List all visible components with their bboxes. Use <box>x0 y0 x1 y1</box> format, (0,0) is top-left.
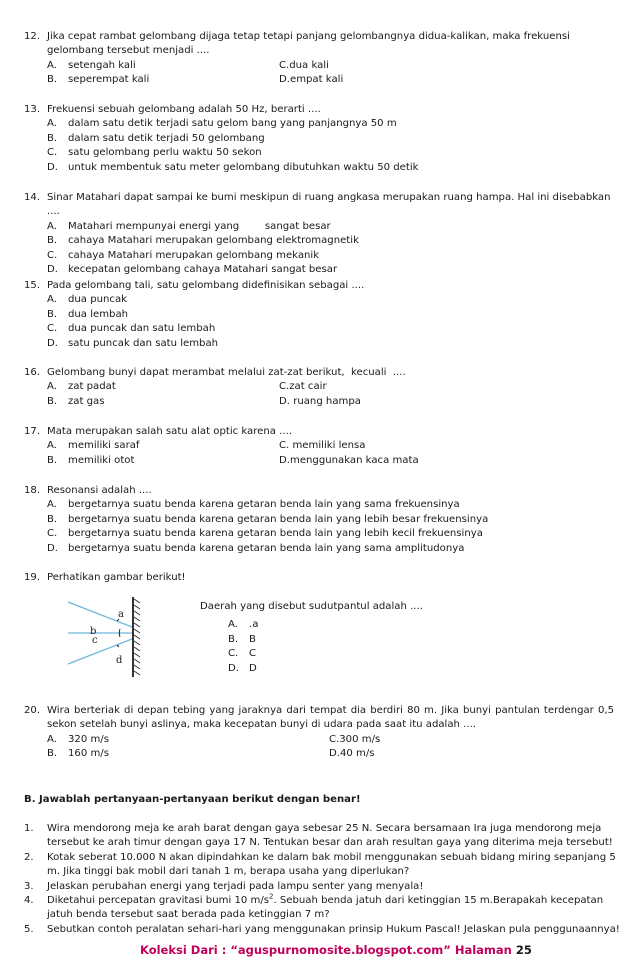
option-d[interactable]: D.menggunakan kaca mata <box>279 454 419 466</box>
essay-item: 1. Wira mendorong meja ke arah barat dengan gaya sebesar 25 N. Secara bersamaan Ira juga mendorong meja tersebut ke arah timur dengan gaya 17 N. Tentukan besar dan arah resultan gaya yang diterima meja tersebut! <box>24 823 613 849</box>
option-c[interactable]: C. satu gelombang perlu waktu 50 sekon <box>47 147 262 159</box>
option-c[interactable]: C. dua puncak dan satu lembah <box>47 323 216 335</box>
question-18 <box>24 484 614 556</box>
question-13 <box>24 103 614 175</box>
section-b-heading: B. Jawablah pertanyaan-pertanyaan berikut dengan benar! <box>24 794 361 805</box>
question-number: 20. <box>24 705 41 716</box>
essay-item: 4. Diketahui percepatan gravitasi bumi 10 $m/s^2$. Sebuah benda jatuh dari ketinggian 15 m.Berapakah kecepatan jatuh benda tersebut saat berada pada ketinggian 7 m? <box>24 892 604 921</box>
option-d[interactable]: D. ruang hampa <box>279 395 361 407</box>
question-number: 16. <box>24 367 41 378</box>
option-a[interactable]: A. dua puncak <box>47 294 127 306</box>
question-16 <box>24 366 614 409</box>
option-b[interactable]: B. memiliki otot <box>47 454 135 466</box>
question-17 <box>24 425 614 468</box>
figure-question <box>200 600 423 676</box>
option-c[interactable]: C. C <box>228 648 257 660</box>
label-b: b <box>90 626 97 637</box>
question-text: Jika cepat rambat gelombang dijaga tetap tetapi panjang gelombangnya didua-kalikan, maka frekuensi gelombang tersebut menjadi .... <box>47 31 570 57</box>
question-number: 19. <box>24 572 41 583</box>
footer-source: Koleksi Dari : “aguspurnomosite.blogspot.com” <box>140 943 451 957</box>
question-text: Perhatikan gambar berikut! <box>47 572 186 583</box>
essay-list <box>24 822 620 937</box>
question-20 <box>24 704 614 762</box>
option-b[interactable]: B. seperempat kali <box>47 74 150 86</box>
option-b[interactable]: B. dua lembah <box>47 308 129 320</box>
question-text: Resonansi adalah .... <box>47 485 152 496</box>
question-19 <box>24 571 614 585</box>
option-d[interactable]: D. D <box>228 662 257 674</box>
angle-d-arc <box>117 645 119 647</box>
essay-item: 2. Kotak seberat 10.000 N akan dipindahkan ke dalam bak mobil menggunakan sebuah bidang miring sepanjang 5 m. Jika tinggi bak mobil dari tanah 1 m, berapa usaha yang diperlukan? <box>24 851 616 878</box>
question-14 <box>24 191 614 277</box>
essay-item: 5. Sebutkan contoh peralatan sehari-hari yang menggunakan prinsip Hukum Pascal! Jelaskan pula penggunaannya! <box>24 923 620 935</box>
option-a[interactable]: A. .a <box>228 619 259 631</box>
option-b[interactable]: B. bergetarnya suatu benda karena getaran benda lain yang lebih besar frekuensinya <box>47 513 489 525</box>
question-number: 14. <box>24 192 41 203</box>
option-c[interactable]: C. cahaya Matahari merupakan gelombang mekanik <box>47 249 320 261</box>
option-b[interactable]: B. B <box>228 633 256 645</box>
option-d[interactable]: D. untuk membentuk satu meter gelombang dibutuhkan waktu 50 detik <box>47 161 419 173</box>
option-c[interactable]: C.dua kali <box>279 59 329 71</box>
option-c[interactable]: C. memiliki lensa <box>279 440 366 452</box>
question-15 <box>24 279 614 351</box>
option-a[interactable]: A. setengah kali <box>47 59 136 71</box>
question-text: Gelombang bunyi dapat merambat melalui zat-zat berikut, kecuali .... <box>47 367 406 378</box>
option-c[interactable]: C. bergetarnya suatu benda karena getaran benda lain yang lebih kecil frekuensinya <box>47 528 483 540</box>
option-a[interactable]: A. memiliki saraf <box>47 440 140 452</box>
question-12 <box>24 30 614 88</box>
option-d[interactable]: D. satu puncak dan satu lembah <box>47 337 219 349</box>
label-d: d <box>116 655 123 666</box>
question-text: Sinar Matahari dapat sampai ke bumi meskipun di ruang angkasa merupakan ruang hampa. Hal ini disebabkan .... <box>47 192 611 218</box>
mirror-hatching <box>134 599 140 675</box>
question-number: 13. <box>24 104 41 115</box>
footer-page-label: Halaman <box>454 943 512 957</box>
option-b[interactable]: B. 160 m/s <box>47 748 109 760</box>
option-d[interactable]: D.40 m/s <box>329 748 375 760</box>
option-d[interactable]: D.empat kali <box>279 74 344 86</box>
figure-question-text: Daerah yang disebut sudutpantul adalah .... <box>200 601 423 612</box>
option-a[interactable]: A. bergetarnya suatu benda karena getaran benda lain yang sama frekuensinya <box>47 499 460 511</box>
essay-item: 3. Jelaskan perubahan energi yang terjadi pada lampu senter yang menyala! <box>24 880 424 892</box>
question-text: Mata merupakan salah satu alat optic karena .... <box>47 426 292 437</box>
reflection-figure <box>68 597 158 677</box>
option-a[interactable]: A. zat padat <box>47 381 116 393</box>
question-number: 17. <box>24 426 41 437</box>
question-number: 12. <box>24 31 41 42</box>
footer-page-number: 25 <box>515 943 532 957</box>
question-text: Wira berteriak di depan tebing yang jaraknya dari tempat dia berdiri 80 m. Jika bunyi pantulan terdengar 0,5 sekon setelah bunyi aslinya, maka kecepatan bunyi di udara pada saat itu adalah .... <box>47 705 614 731</box>
option-a[interactable]: A. 320 m/s <box>47 733 109 745</box>
option-a[interactable]: A. dalam satu detik terjadi satu gelom bang yang panjangnya 50 m <box>47 118 397 130</box>
question-number: 15. <box>24 280 41 291</box>
option-c[interactable]: C.300 m/s <box>329 733 381 745</box>
option-a[interactable]: A. Matahari mempunyai energi yang sangat besar <box>47 220 331 232</box>
label-c: c <box>92 635 98 646</box>
option-b[interactable]: B. zat gas <box>47 395 105 407</box>
question-text: Frekuensi sebuah gelombang adalah 50 Hz, berarti .... <box>47 104 321 115</box>
option-b[interactable]: B. dalam satu detik terjadi 50 gelombang <box>47 132 265 144</box>
page-footer <box>140 943 532 957</box>
option-d[interactable]: D. bergetarnya suatu benda karena getaran benda lain yang sama amplitudonya <box>47 542 465 554</box>
option-d[interactable]: D. kecepatan gelombang cahaya Matahari sangat besar <box>47 264 338 276</box>
option-c[interactable]: C.zat cair <box>279 381 327 393</box>
option-b[interactable]: B. cahaya Matahari merupakan gelombang elektromagnetik <box>47 235 359 247</box>
question-text: Pada gelombang tali, satu gelombang didefinisikan sebagai .... <box>47 280 365 291</box>
question-number: 18. <box>24 485 41 496</box>
label-a: a <box>118 609 124 620</box>
